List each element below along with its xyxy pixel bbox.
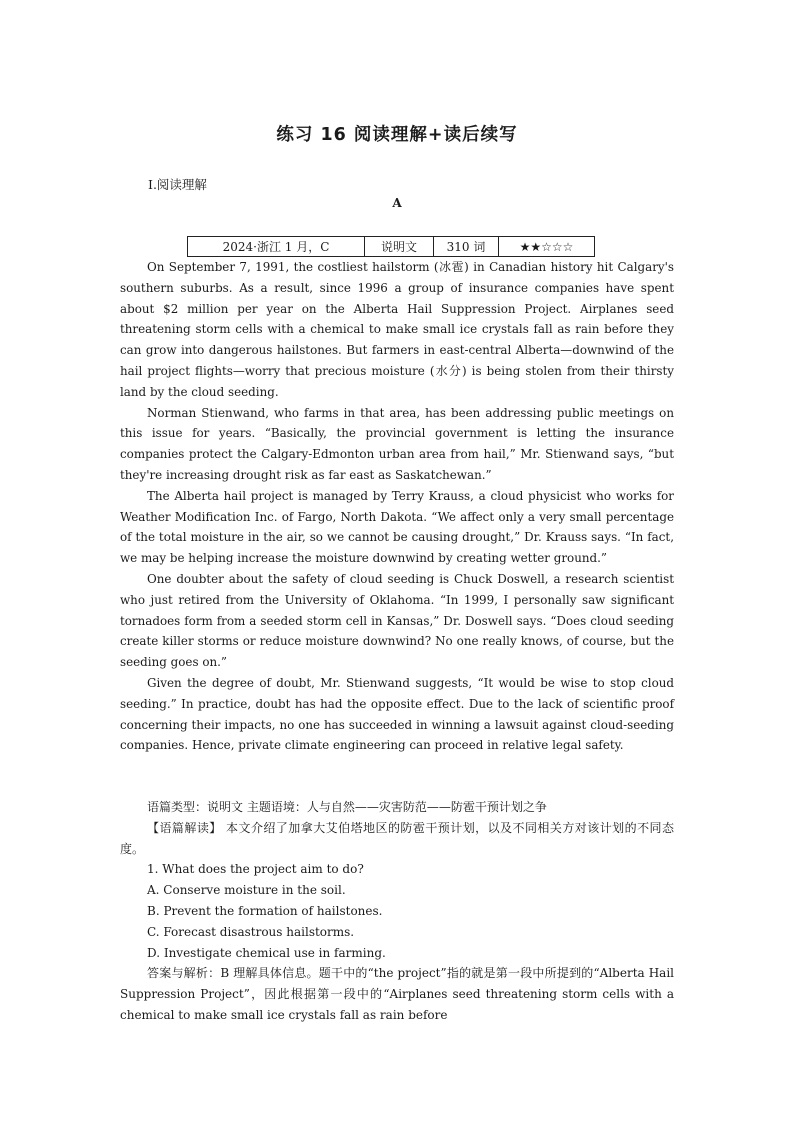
page-title: 练习 16 阅读理解+读后续写	[276, 125, 518, 145]
info-source: 2024·浙江 1 月，C	[188, 237, 365, 257]
answer-explanation: 答案与解析：B 理解具体信息。题干中的“the project”指的就是第一段中所提到的“Alberta Hail Suppression Project”，因此根据第一段中的“Airplanes seed threatening storm cells with a chemical to make small ice crystals fall as rain before	[120, 966, 674, 1022]
info-wordcount: 310 词	[434, 237, 499, 257]
passage-info-table	[187, 236, 595, 257]
info-difficulty: ★★☆☆☆	[499, 237, 595, 257]
option-d: D. Investigate chemical use in farming.	[147, 945, 386, 960]
passage-body	[120, 257, 674, 756]
info-row	[188, 237, 595, 257]
option-c: C. Forecast disastrous hailstorms.	[147, 924, 355, 939]
paragraph: One doubter about the safety of cloud seeding is Chuck Doswell, a research scientist who just retired from the University of Oklahoma. “In 1999, I personally saw significant tornadoes form from a seeded storm cell in Kansas,” Dr. Doswell says. “Does cloud seeding create killer storms or reduce moisture downwind? No one really knows, of course, but the seeding goes on.”	[120, 571, 674, 670]
analysis-text: 本文介绍了加拿大艾伯塔地区的防雹干预计划，以及不同相关方对该计划的不同态度。	[120, 820, 674, 856]
option-a: A. Conserve moisture in the soil.	[147, 883, 346, 898]
analysis	[120, 818, 674, 860]
passage-label: A	[392, 196, 402, 210]
question-block	[120, 797, 674, 1026]
genre-line: 语篇类型：说明文 主题语境：人与自然——灾害防范——防雹干预计划之争	[147, 800, 547, 814]
paragraph: Given the degree of doubt, Mr. Stienwand suggests, “It would be wise to stop cloud seeding.” In practice, doubt has had the opposite effect. Due to the lack of scientific proof concerning their impacts, no one has succeeded in winning a lawsuit against cloud-seeding companies. Hence, private climate engineering can proceed in relative legal safety.	[120, 675, 674, 753]
paragraph: Norman Stienwand, who farms in that area, has been addressing public meetings on this issue for years. “Basically, the provincial government is letting the insurance companies protect the Calgary-Edmonton urban area from hail,” Mr. Stienwand says, “but they're increasing drought risk as far east as Saskatchewan.”	[120, 405, 674, 482]
option-b: B. Prevent the formation of hailstones.	[147, 903, 383, 918]
paragraph: On September 7, 1991, the costliest hailstorm (冰雹) in Canadian history hit Calgary's southern suburbs. As a result, since 1996 a group of insurance companies have spent about $2 million per year on the Alberta Hail Suppression Project. Airplanes seed threatening storm cells with a chemical to make small ice crystals fall as rain before they can grow into dangerous hailstones. But farmers in east-central Alberta—downwind of the hail project flights—worry that precious moisture (水分) is being stolen from their thirsty land by the cloud seeding.	[120, 260, 674, 399]
question-stem: 1. What does the project aim to do?	[147, 862, 364, 877]
analysis-label: 【语篇解读】	[147, 820, 222, 835]
paragraph: The Alberta hail project is managed by Terry Krauss, a cloud physicist who works for Weather Modification Inc. of Fargo, North Dakota. “We affect only a very small percentage of the total moisture in the air, so we cannot be causing drought,” Dr. Krauss says. “In fact, we may be helping increase the moisture downwind by creating wetter ground.”	[120, 488, 674, 566]
info-genre: 说明文	[365, 237, 434, 257]
section-heading: Ⅰ.阅读理解	[148, 177, 207, 192]
